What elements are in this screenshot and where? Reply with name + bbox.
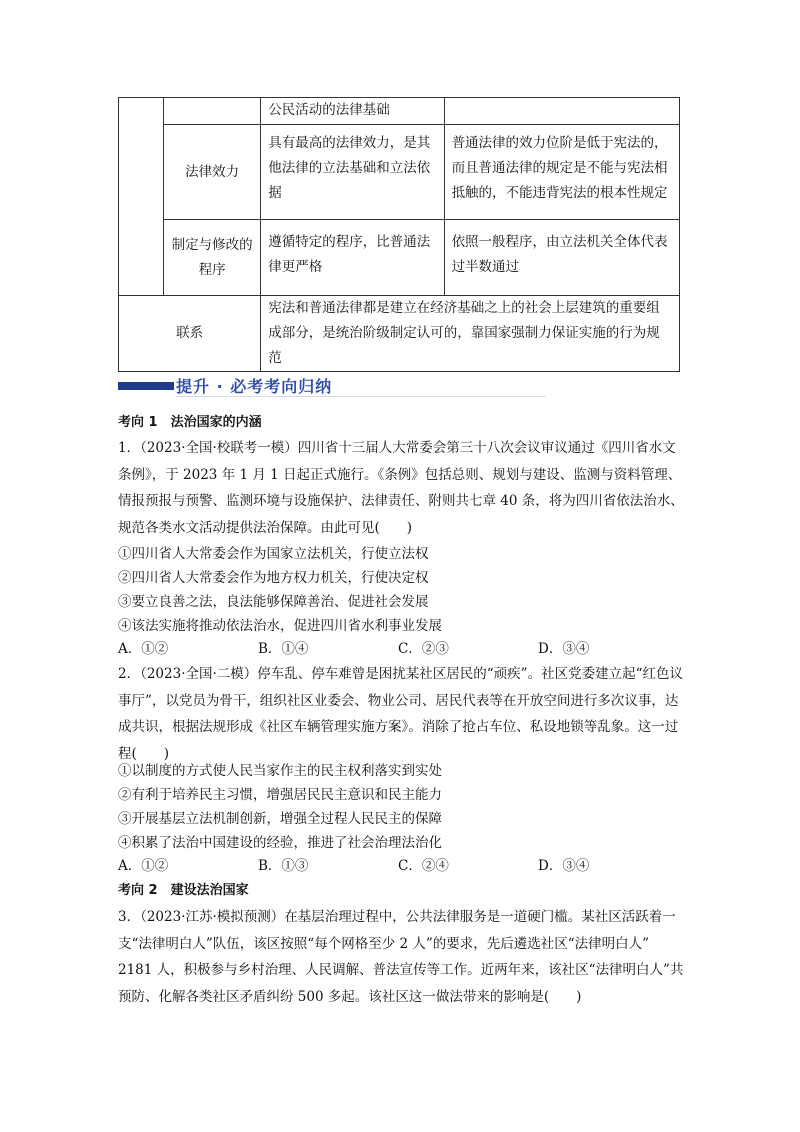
row-label: 法律效力 bbox=[164, 125, 261, 220]
table-row bbox=[119, 98, 680, 125]
q2-statement: ③开展基层立法机制创新，增强全过程人民民主的保障 bbox=[118, 811, 442, 827]
question-1-stem: 1．（2023·全国·校联考一模）四川省十三届人大常委会第三十八次会议审议通过《四川省水文条例》，于 2023 年 1 月 1 日起正式施行。《条例》包括总则、规划与建设、监测与资料管理、情报预报与预警、监测环境与设施保护、法律责任、附则共七章 40 条，将为四川省依法治水、规范各类水文活动提供法治保障。由此可见( ) bbox=[118, 440, 684, 536]
q2-statement: ②有利于培养民主习惯，增强居民民主意识和民主能力 bbox=[118, 787, 442, 803]
q2-options bbox=[118, 854, 684, 878]
option: A．①② bbox=[118, 641, 169, 657]
table-row bbox=[119, 125, 680, 220]
table-cell bbox=[119, 98, 164, 296]
q2-statement: ④积累了法治中国建设的经验，推进了社会治理法治化 bbox=[118, 835, 442, 851]
table-cell: 普通法律的效力位阶是低于宪法的，而且普通法律的规定是不能与宪法相抵触的，不能违背宪法的根本性规定 bbox=[444, 125, 679, 220]
section-title: 提升 · 必考考向归纳 bbox=[176, 377, 333, 396]
table-row bbox=[119, 220, 680, 296]
q1-options bbox=[118, 637, 684, 661]
table-cell: 公民活动的法律基础 bbox=[261, 98, 444, 125]
topic-heading: 考向 1 法治国家的内涵 bbox=[118, 415, 262, 430]
table-cell: 宪法和普通法律都是建立在经济基础之上的社会上层建筑的重要组成部分，是统治阶级制定认可的，靠国家强制力保证实施的行为规范 bbox=[261, 296, 680, 372]
table-cell: 具有最高的法律效力，是其他法律的立法基础和立法依据 bbox=[261, 125, 444, 220]
q1-statement: ④该法实施将推动依法治水，促进四川省水利事业发展 bbox=[118, 618, 442, 634]
table-row bbox=[119, 296, 680, 372]
q1-statement: ②四川省人大常委会作为地方权力机关，行使决定权 bbox=[118, 570, 429, 586]
option: D．③④ bbox=[538, 858, 590, 874]
table-cell: 依照一般程序，由立法机关全体代表过半数通过 bbox=[444, 220, 679, 296]
question-2-stem: 2．（2023·全国·二模）停车乱、停车难曾是困扰某社区居民的“顽疾”。社区党委建立起“红色议事厅”，以党员为骨干，组织社区业委会、物业公司、居民代表等在开放空间进行多次议事，达成共识，根据法规形成《社区车辆管理实施方案》。消除了抢占车位、私设地锁等乱象。这一过程( ) bbox=[118, 666, 683, 762]
comparison-table bbox=[118, 97, 680, 372]
banner-underline bbox=[176, 396, 546, 397]
q2-statement: ①以制度的方式使人民当家作主的民主权利落实到实处 bbox=[118, 763, 442, 779]
option: C．②③ bbox=[398, 641, 449, 657]
option: C．②④ bbox=[398, 858, 449, 874]
section-banner bbox=[118, 374, 428, 396]
banner-bar bbox=[118, 382, 174, 390]
q1-statement: ①四川省人大常委会作为国家立法机关，行使立法权 bbox=[118, 546, 429, 562]
topic-heading: 考向 2 建设法治国家 bbox=[118, 883, 249, 898]
q1-statement: ③要立良善之法，良法能够保障善治、促进社会发展 bbox=[118, 594, 429, 610]
row-label: 联系 bbox=[119, 296, 261, 372]
option: B．①③ bbox=[258, 858, 309, 874]
question-3-stem: 3．（2023·江苏·模拟预测）在基层治理过程中，公共法律服务是一道硬门槛。某社区活跃着一支“法律明白人”队伍，该区按照“每个网格至少 2 人”的要求，先后遴选社区“法律明白人” 2181 人，积极参与乡村治理、人民调解、普法宣传等工作。近两年来，该社区“法律明白人”共预防、化解各类社区矛盾纠纷 500 多起。该社区这一做法带来的影响是( ) bbox=[118, 909, 684, 1005]
table-cell bbox=[164, 98, 261, 125]
table-cell bbox=[444, 98, 679, 125]
option: D．③④ bbox=[538, 641, 590, 657]
option: B．①④ bbox=[258, 641, 309, 657]
option: A．①② bbox=[118, 858, 169, 874]
row-label: 制定与修改的程序 bbox=[164, 220, 261, 296]
table-cell: 遵循特定的程序，比普通法律更严格 bbox=[261, 220, 444, 296]
